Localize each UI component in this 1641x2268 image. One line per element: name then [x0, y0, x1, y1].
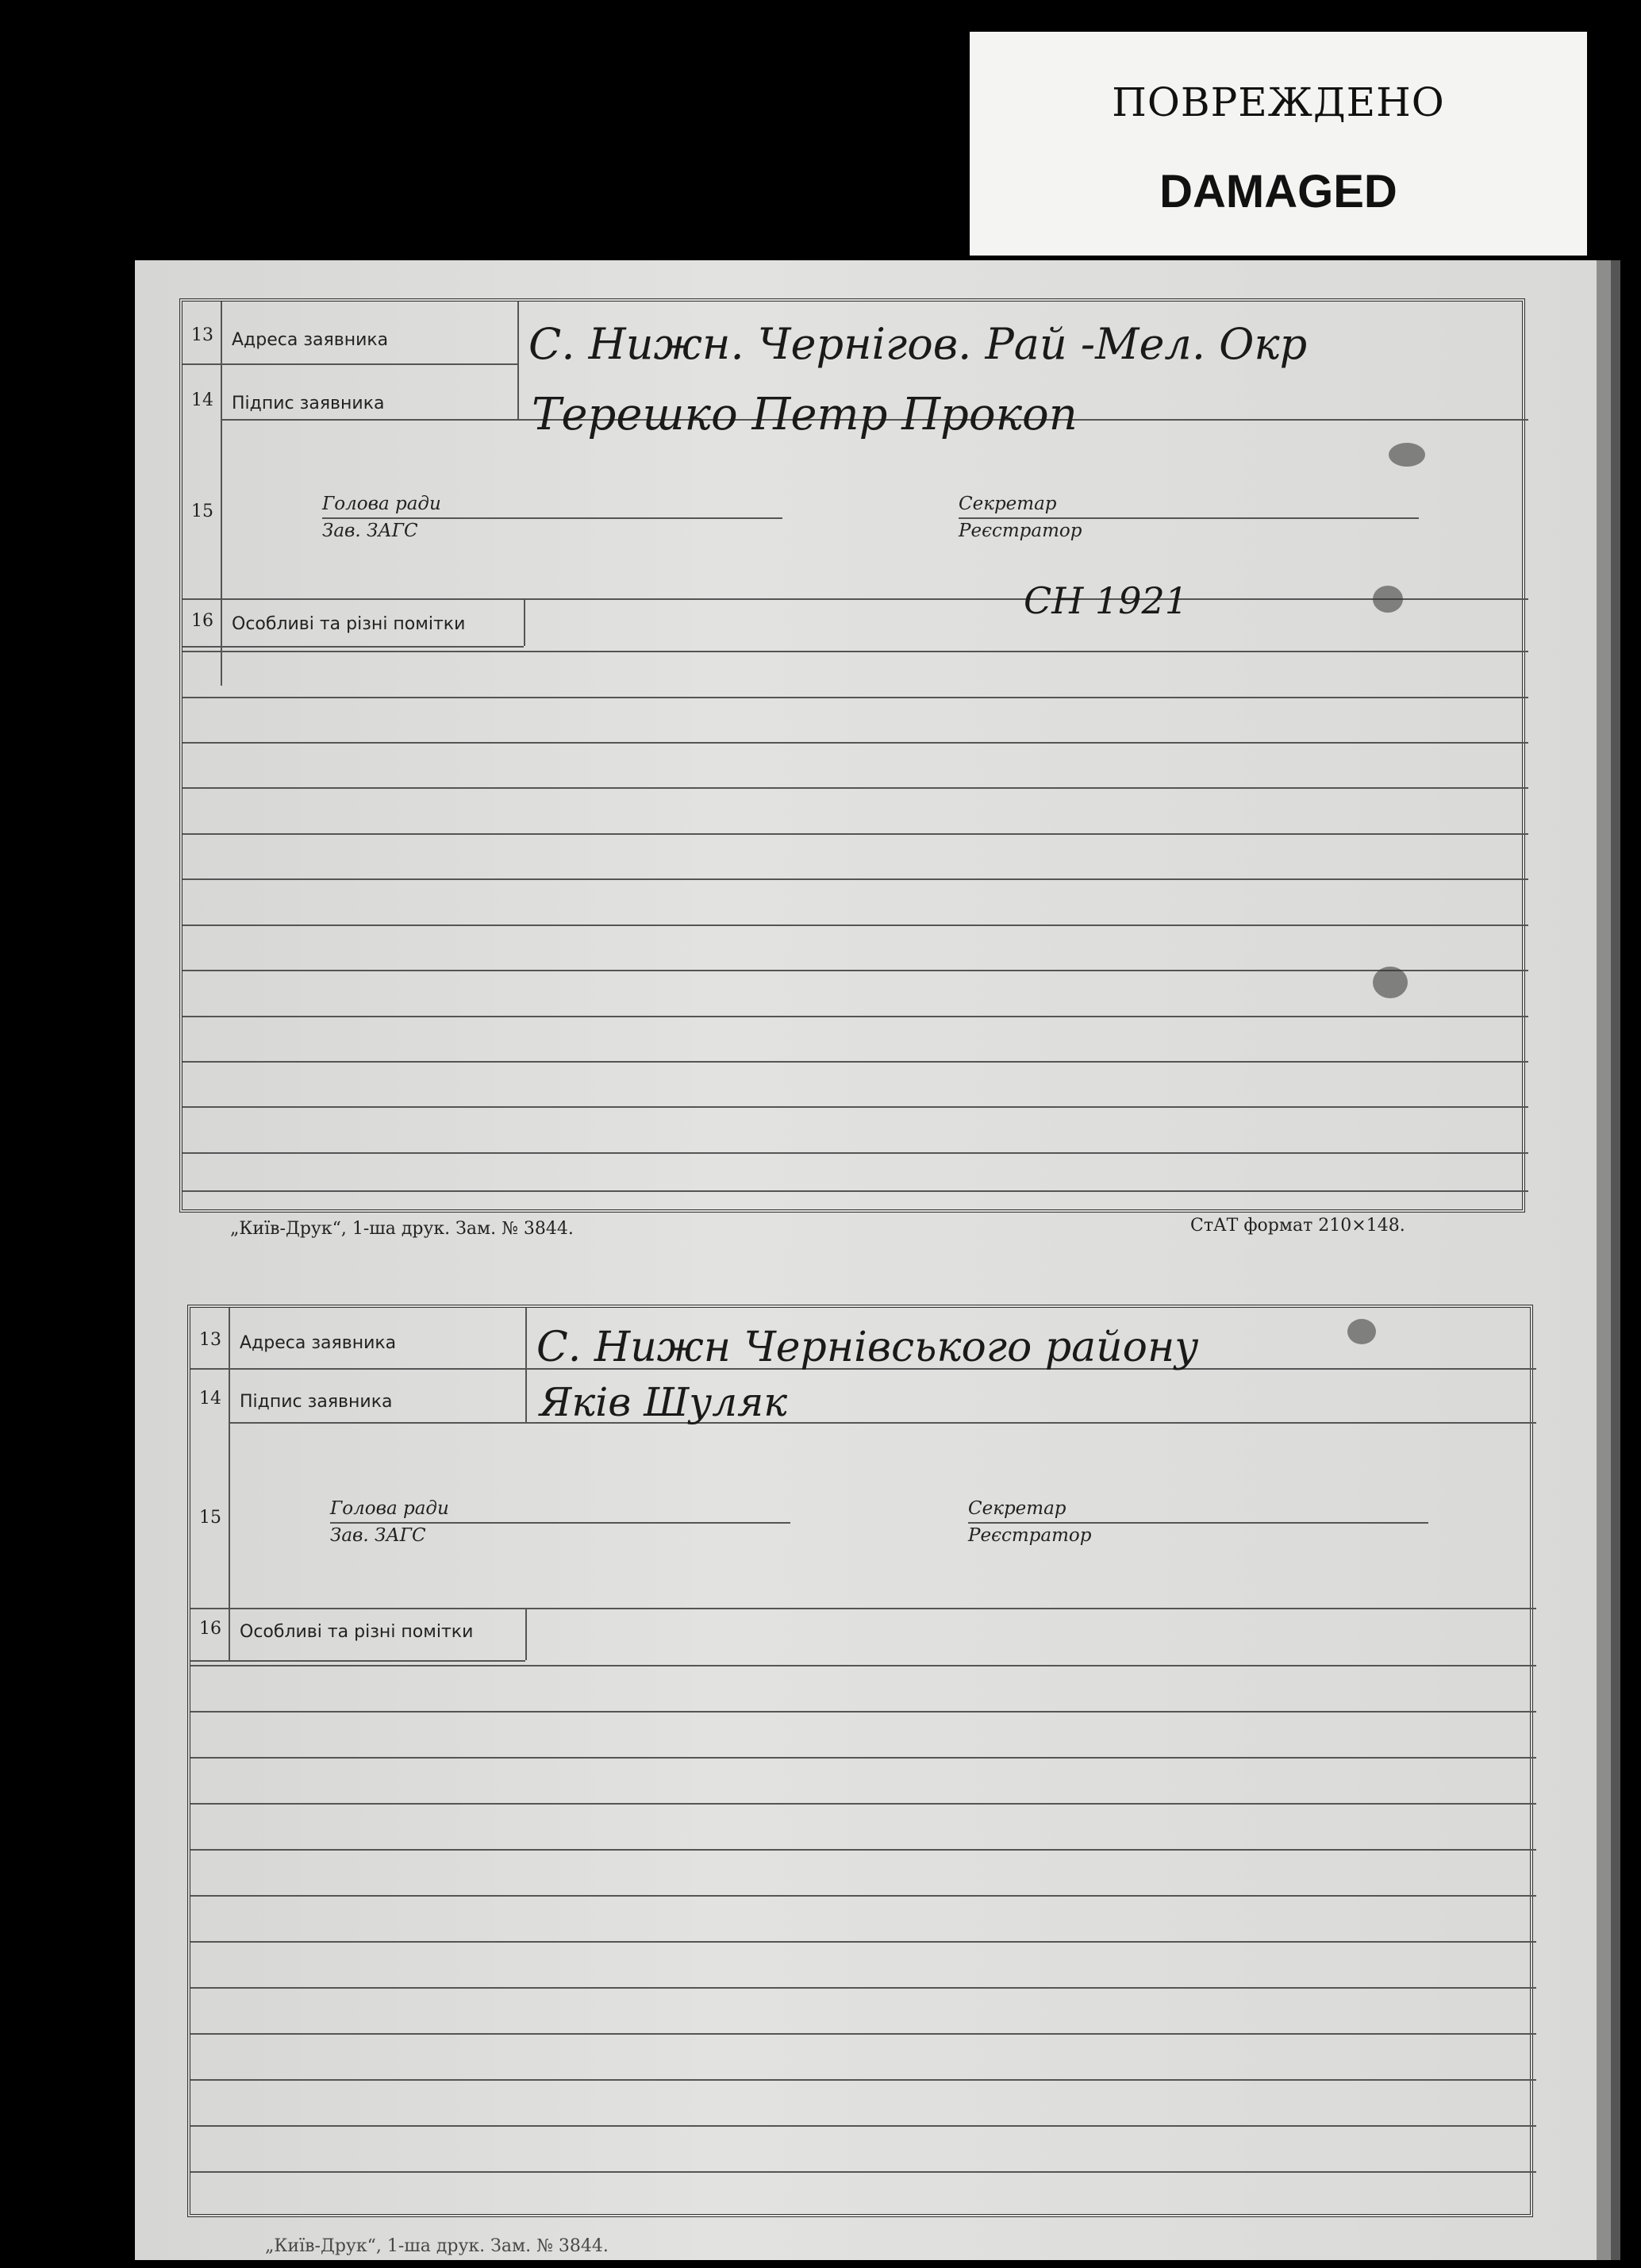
zags-label: Зав. ЗАГС [322, 521, 418, 541]
ruled-line [183, 1106, 1528, 1108]
stamp-english: DAMAGED [1159, 166, 1397, 217]
damaged-stamp-card [970, 32, 1587, 256]
row-14-num: 14 [191, 390, 213, 410]
registrar-label: Реєстратор [968, 1525, 1092, 1546]
row-16-label: Особливі та різні помітки [240, 1622, 474, 1642]
paper-sheet [135, 260, 1597, 2260]
ink-stain [1373, 586, 1403, 613]
num-col-divider-2 [221, 651, 222, 686]
ruled-line [190, 1895, 1536, 1897]
row-15-line [190, 1608, 1536, 1609]
row-14-label: Підпис заявника [232, 394, 385, 413]
ruled-line [183, 787, 1528, 789]
secretary-sign-line [968, 1522, 1428, 1524]
ruled-line [183, 697, 1528, 698]
head-sign-line [322, 517, 782, 519]
ruled-line [183, 924, 1528, 926]
format-footer: СтАТ формат 210×148. [1190, 1216, 1405, 1236]
ruled-line [183, 742, 1528, 744]
form-top [179, 298, 1525, 1213]
row-15-line [183, 598, 1528, 600]
row-16-num: 16 [199, 1619, 221, 1639]
ruled-line [190, 1711, 1536, 1713]
ruled-line [190, 1803, 1536, 1805]
row-13-divider [525, 1308, 527, 1422]
ruled-line [190, 2125, 1536, 2127]
row-13-label: Адреса заявника [240, 1333, 397, 1353]
row-16-num: 16 [191, 611, 213, 631]
ruled-line [183, 1016, 1528, 1017]
row-14-label: Підпис заявника [240, 1392, 393, 1412]
head-sign-line [330, 1522, 790, 1524]
head-label: Голова ради [330, 1498, 449, 1519]
top-notes-handwriting: СН 1921 [1024, 579, 1188, 622]
ink-stain [1373, 967, 1408, 998]
row-16-label-divider [525, 1608, 527, 1660]
ruled-line [190, 1941, 1536, 1943]
form-bottom [187, 1305, 1533, 2217]
bottom-printer-footer: „Київ-Друк“, 1-ша друк. Зам. № 3844. [265, 2236, 609, 2256]
ruled-line [183, 970, 1528, 971]
row-13-num: 13 [191, 325, 213, 345]
zags-label: Зав. ЗАГС [330, 1525, 426, 1546]
top-signature-handwriting: Терешко Петр Прокоп [532, 389, 1078, 440]
ink-stain [1347, 1319, 1376, 1344]
ruled-line [190, 1665, 1536, 1666]
top-address-handwriting: С. Нижн. Чернігов. Рай -Мел. Окр [528, 319, 1308, 369]
row-16-label-underline [190, 1660, 525, 1662]
secretary-sign-line [959, 517, 1419, 519]
ruled-line [190, 1987, 1536, 1989]
ruled-line [190, 2079, 1536, 2081]
ruled-line [183, 1190, 1528, 1192]
row-16-label: Особливі та різні помітки [232, 614, 466, 634]
ruled-line [190, 1757, 1536, 1759]
ruled-line [190, 2033, 1536, 2035]
row-15-num: 15 [199, 1508, 221, 1528]
ruled-line [183, 1152, 1528, 1154]
row-16-label-divider [524, 598, 525, 646]
row-15-num: 15 [191, 502, 213, 521]
head-label: Голова ради [322, 494, 441, 514]
row-16-label-underline [183, 646, 524, 648]
ruled-line [190, 2171, 1536, 2173]
ruled-line [183, 651, 1528, 652]
ruled-line [183, 1061, 1528, 1063]
row-14-line [229, 1422, 1536, 1424]
secretary-label: Секретар [968, 1498, 1066, 1519]
ruled-line [183, 833, 1528, 835]
ruled-line [190, 1849, 1536, 1851]
printer-footer: „Київ-Друк“, 1-ша друк. Зам. № 3844. [230, 1219, 574, 1239]
row-13-line [183, 363, 517, 365]
bottom-address-handwriting: С. Нижн Чернівського району [536, 1324, 1199, 1371]
row-13-num: 13 [199, 1330, 221, 1350]
registrar-label: Реєстратор [959, 521, 1082, 541]
stamp-russian: ПОВРЕЖДЕНО [1112, 79, 1445, 125]
bottom-signature-handwriting: Яків Шуляк [540, 1379, 788, 1425]
secretary-label: Секретар [959, 494, 1057, 514]
row-14-num: 14 [199, 1389, 221, 1409]
ruled-line [183, 878, 1528, 880]
row-13-divider [517, 302, 519, 419]
ink-stain [1389, 443, 1425, 467]
row-13-label: Адреса заявника [232, 330, 389, 350]
